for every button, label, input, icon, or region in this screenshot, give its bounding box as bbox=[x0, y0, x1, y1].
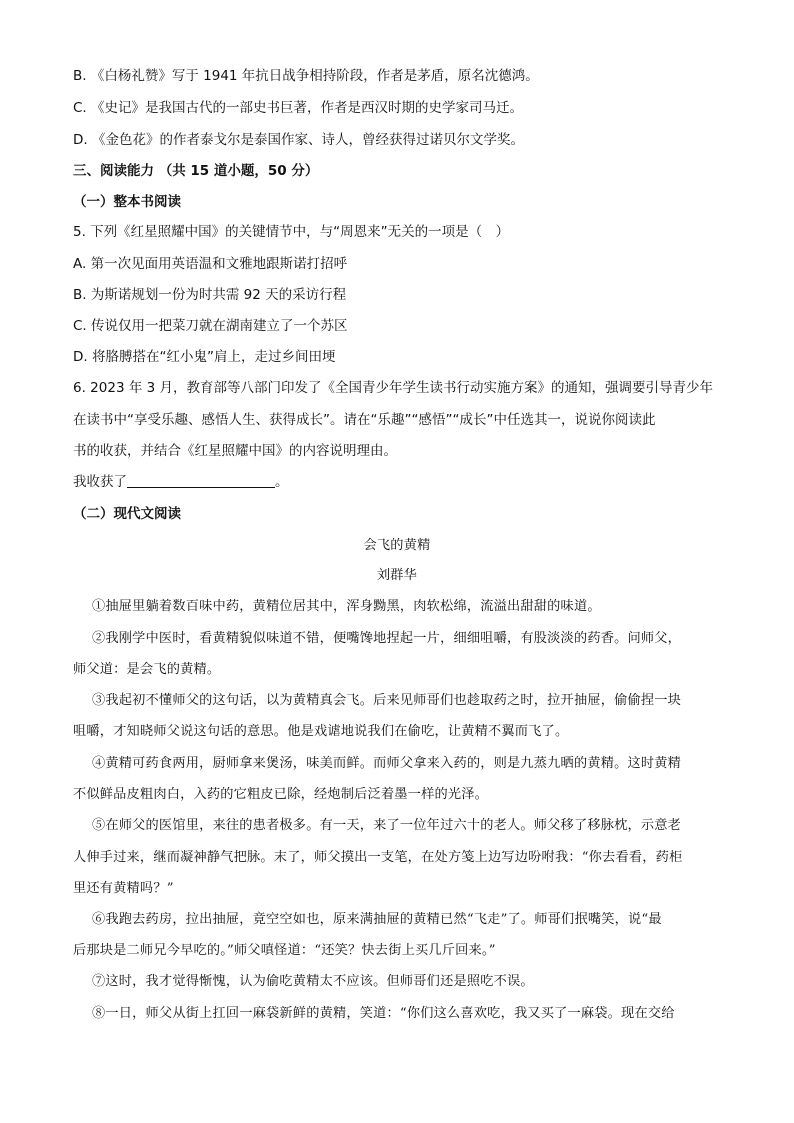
option-c-prev: C. 《史记》是我国古代的一部史书巨著，作者是西汉时期的史学家司马迁。 bbox=[73, 100, 524, 116]
article-paragraph-1: ①抽屉里躺着数百味中药，黄精位居其中，浑身黝黑，肉软松绵，流溢出甜甜的味道。 bbox=[92, 599, 601, 614]
article-paragraph-6-line2: 后那块是二师兄今早吃的。”师父嗔怪道：“还笑？快去街上买几斤回来。” bbox=[73, 943, 496, 958]
article-paragraph-8: ⑧一日，师父从街上扛回一麻袋新鲜的黄精，笑道：“你们这么喜欢吃，我又买了一麻袋。现在交给 bbox=[92, 1006, 675, 1021]
answer-blank[interactable] bbox=[127, 473, 275, 488]
question-5-option-c: C. 传说仅用一把菜刀就在湖南建立了一个苏区 bbox=[73, 318, 348, 334]
article-paragraph-5-line2: 人伸手过来，继而凝神静气把脉。末了，师父摸出一支笔，在处方笺上边写边吩咐我：“你去看看，药柜 bbox=[73, 850, 683, 865]
article-paragraph-5-line3: 里还有黄精吗？” bbox=[73, 881, 174, 896]
question-6-line2: 在读书中“享受乐趣、感悟人生、获得成长”。请在“乐趣”“感悟”“成长”中任选其一，说说你阅读此 bbox=[73, 412, 656, 428]
article-paragraph-3-line2: 咀嚼，才知晓师父说这句话的意思。他是戏谑地说我们在偷吃，让黄精不翼而飞了。 bbox=[73, 724, 569, 739]
option-b-prev: B. 《白杨礼赞》写于 1941 年抗日战争相持阶段，作者是茅盾，原名沈德鸿。 bbox=[73, 68, 539, 84]
question-6-line3: 书的收获，并结合《红星照耀中国》的内容说明理由。 bbox=[73, 443, 397, 459]
answer-prefix: 我收获了 bbox=[73, 474, 127, 490]
question-5-stem: 5. 下列《红星照耀中国》的关键情节中，与“周恩来”无关的一项是（ ） bbox=[73, 224, 510, 240]
question-5-option-b: B. 为斯诺规划一份为时共需 92 天的采访行程 bbox=[73, 287, 347, 303]
question-6-line1: 6. 2023 年 3 月，教育部等八部门印发了《全国青少年学生读书行动实施方案》的通知，强调要引导青少年 bbox=[73, 380, 713, 396]
article-paragraph-4-line1: ④黄精可药食两用，厨师拿来煲汤，味美而鲜。而师父拿来入药的，则是九蒸九晒的黄精。这时黄精 bbox=[92, 756, 682, 771]
part2-heading: （二）现代文阅读 bbox=[73, 506, 181, 522]
article-paragraph-7: ⑦这时，我才觉得惭愧，认为偷吃黄精太不应该。但师哥们还是照吃不误。 bbox=[92, 974, 534, 989]
article-title: 会飞的黄精 bbox=[363, 538, 431, 553]
question-6-answer-line bbox=[73, 472, 734, 492]
section-heading: 三、阅读能力 （共 15 道小题，50 分） bbox=[73, 163, 319, 179]
article-paragraph-6-line1: ⑥我跑去药房，拉出抽屉，竟空空如也，原来满抽屉的黄精已然“飞走”了。师哥们抿嘴笑，说“最 bbox=[92, 912, 662, 927]
article-author: 刘群华 bbox=[376, 568, 418, 583]
article-paragraph-2-line1: ②我刚学中医时，看黄精貌似味道不错，便嘴馋地捏起一片，细细咀嚼，有股淡淡的药香。问师父， bbox=[92, 631, 682, 646]
article-paragraph-5-line1: ⑤在师父的医馆里，来往的患者极多。有一天，来了一位年过六十的老人。师父移了移脉枕，示意老 bbox=[92, 818, 682, 833]
answer-suffix: 。 bbox=[275, 474, 289, 490]
article-paragraph-4-line2: 不似鲜品皮粗肉白，入药的它粗皮已除，经炮制后泛着墨一样的光泽。 bbox=[73, 787, 489, 802]
question-5-option-d: D. 将胳膊搭在“红小鬼”肩上，走过乡间田埂 bbox=[73, 349, 336, 365]
option-d-prev: D. 《金色花》的作者泰戈尔是泰国作家、诗人，曾经获得过诺贝尔文学奖。 bbox=[73, 132, 524, 148]
article-paragraph-2-line2: 师父道：是会飞的黄精。 bbox=[73, 662, 221, 677]
part1-heading: （一）整本书阅读 bbox=[73, 194, 181, 210]
article-paragraph-3-line1: ③我起初不懂师父的这句话，以为黄精真会飞。后来见师哥们也趁取药之时，拉开抽屉，偷偷捏一块 bbox=[92, 693, 682, 708]
question-5-option-a: A. 第一次见面用英语温和文雅地跟斯诺打招呼 bbox=[73, 256, 348, 272]
